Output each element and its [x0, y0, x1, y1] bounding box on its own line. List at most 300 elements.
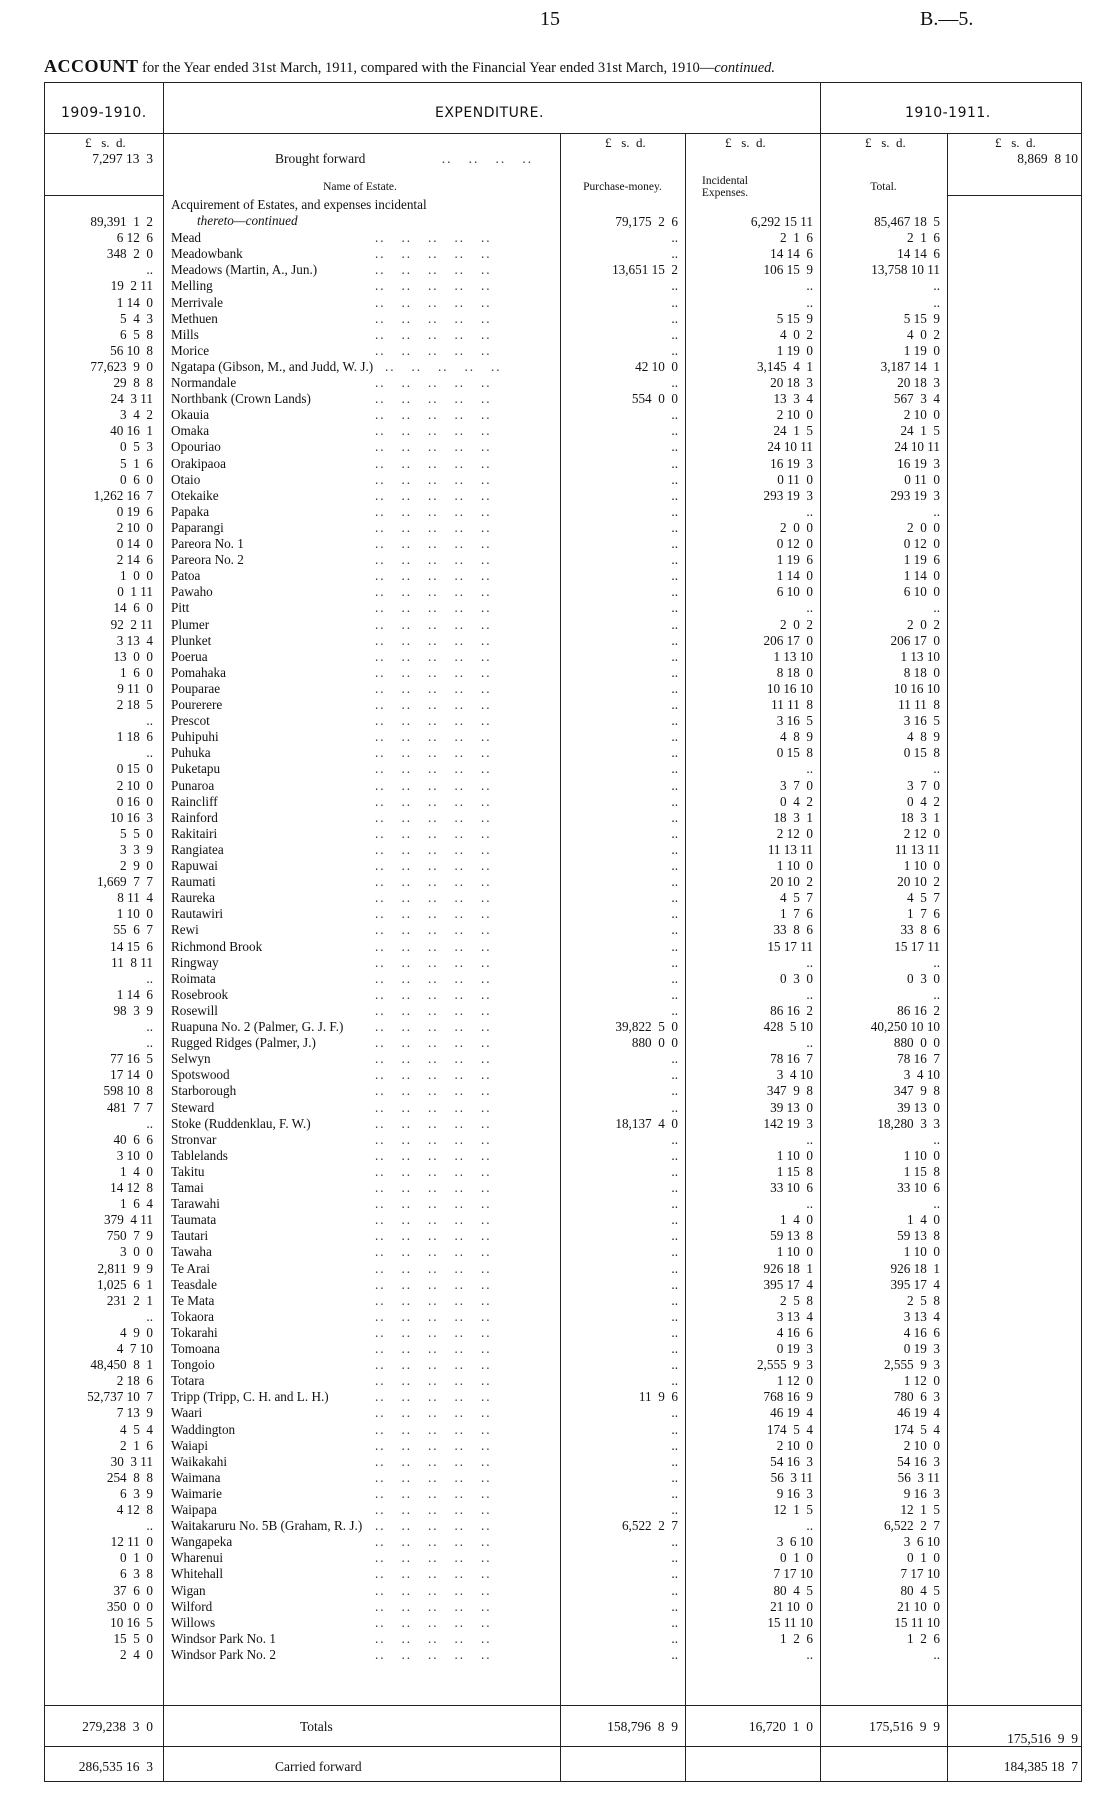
incidental-cell: 3 6 10	[776, 1534, 813, 1550]
estate-name-cell: Otekaike	[171, 487, 219, 503]
estate-name-cell: Stronvar	[171, 1131, 217, 1147]
prev-cell: 6 5 8	[120, 326, 153, 342]
incidental-cell: 4 0 2	[780, 326, 813, 342]
table-row	[45, 1148, 1081, 1164]
leader-dots: .. .. .. .. ..	[375, 745, 492, 761]
incidental-cell: 4 16 6	[776, 1324, 813, 1340]
purchase-money-cell: ..	[671, 1646, 678, 1662]
brought-forward-curr: 8,869 8 10	[1017, 151, 1078, 166]
prev-cell: 4 7 10	[116, 1341, 153, 1356]
total-cell: 40,250 10 10	[870, 1019, 940, 1034]
estate-name-cell: Orakipaoa	[171, 455, 226, 471]
incidental-cell: 1 19 0	[776, 342, 813, 358]
total-cell: 11 11 8	[898, 697, 940, 712]
purchase-money-cell: ..	[671, 1260, 678, 1276]
estate-name-cell: Melling	[171, 278, 213, 294]
prev-cell: 231 2 1	[106, 1292, 153, 1308]
estate-name-cell: Tawaha	[171, 1244, 212, 1260]
incidental-cell: ..	[806, 278, 813, 294]
leader-dots: .. .. .. .. ..	[375, 407, 492, 423]
purchase-money-cell: ..	[671, 471, 678, 487]
leader-dots: .. .. .. .. ..	[375, 664, 492, 680]
leader-dots: .. .. .. .. ..	[375, 1131, 492, 1147]
prev-cell: 598 10 8	[103, 1083, 153, 1099]
leader-dots: .. .. .. .. ..	[375, 1051, 492, 1067]
rule	[947, 195, 1081, 196]
estate-name-cell: Puhipuhi	[171, 729, 219, 745]
table-row	[45, 745, 1081, 761]
leader-dots: .. .. .. .. ..	[375, 858, 492, 873]
total-cell: 926 18 1	[890, 1260, 940, 1276]
estate-name-cell: Tokarahi	[171, 1324, 218, 1340]
prev-cell: 379 4 11	[104, 1212, 153, 1228]
incidental-cell: 33 10 6	[770, 1180, 813, 1195]
table-row	[45, 1228, 1081, 1244]
table-row	[45, 520, 1081, 536]
leader-dots: .. .. .. .. ..	[375, 310, 492, 326]
table-row	[45, 584, 1081, 600]
prev-cell: 0 14 0	[116, 536, 153, 551]
total-cell: 9 16 3	[903, 1485, 940, 1501]
table-row	[45, 488, 1081, 504]
totals-curr: 175,516 9 9	[1007, 1731, 1078, 1746]
incidental-cell: 5 15 9	[776, 310, 813, 326]
total-cell: 15 11 10	[894, 1614, 940, 1630]
leader-dots: .. .. .. .. ..	[375, 793, 492, 809]
table-row	[45, 971, 1081, 987]
estate-name-cell: Rakitairi	[171, 825, 218, 841]
purchase-money-cell: ..	[671, 278, 678, 294]
total-cell: 3 4 10	[903, 1067, 940, 1083]
incidental-cell: 33 8 6	[773, 922, 813, 938]
leader-dots: .. .. .. .. ..	[375, 1421, 492, 1437]
purchase-money-cell: ..	[671, 326, 678, 342]
estate-name-cell: Ruapuna No. 2 (Palmer, G. J. F.)	[171, 1019, 344, 1034]
table-row	[45, 472, 1081, 488]
total-cell: 1 19 0	[903, 342, 940, 358]
estate-name-cell: Wangapeka	[171, 1534, 233, 1550]
purchase-money-cell: ..	[671, 1180, 678, 1195]
leader-dots: .. .. .. .. ..	[375, 1341, 492, 1356]
table-row	[45, 343, 1081, 359]
purchase-money-cell: ..	[671, 310, 678, 326]
totals-total: 175,516 9 9	[869, 1719, 940, 1734]
total-cell: ..	[933, 294, 940, 310]
leader-dots: .. .. .. .. ..	[375, 1115, 492, 1131]
leader-dots: .. .. .. .. ..	[375, 1534, 492, 1550]
estate-name-cell: Meadows (Martin, A., Jun.)	[171, 262, 318, 278]
total-cell: 59 13 8	[897, 1228, 940, 1244]
rule	[45, 1746, 1081, 1747]
estate-name-cell: Prescot	[171, 713, 210, 729]
leader-dots: .. .. .. .. ..	[375, 1485, 492, 1501]
prev-cell: ..	[146, 713, 153, 729]
prev-cell: 1,262 16 7	[93, 487, 153, 503]
total-cell: 16 19 3	[897, 455, 940, 471]
total-cell: 6 10 0	[903, 584, 940, 600]
estate-name-cell: Punaroa	[171, 777, 215, 793]
prev-cell: 2 10 0	[116, 777, 153, 793]
estate-name-cell: Tripp (Tripp, C. H. and L. H.)	[171, 1389, 329, 1405]
total-cell: 395 17 4	[890, 1276, 940, 1292]
table-row	[45, 1534, 1081, 1550]
incidental-cell: ..	[806, 986, 813, 1002]
table-row	[45, 890, 1081, 906]
estate-name-cell: Ngatapa (Gibson, M., and Judd, W. J.)	[171, 358, 374, 374]
estate-name-cell: Northbank (Crown Lands)	[171, 391, 311, 407]
purchase-money-cell: ..	[671, 455, 678, 471]
leader-dots: .. .. .. .. ..	[375, 1180, 492, 1195]
table-row	[45, 713, 1081, 729]
incidental-cell: 1 10 0	[776, 1147, 813, 1163]
leader-dots: .. .. .. .. ..	[375, 246, 492, 262]
leader-dots: .. .. .. .. ..	[375, 1244, 492, 1260]
leader-dots: .. .. .. .. ..	[375, 439, 492, 455]
table-row	[45, 262, 1081, 278]
estate-name-cell: Methuen	[171, 310, 218, 326]
table-row	[45, 826, 1081, 842]
total-cell: 880 0 0	[893, 1035, 940, 1051]
incidental-cell: 13 3 4	[773, 391, 813, 407]
total-cell: 85,467 18 5	[874, 214, 940, 229]
total-cell: 2 12 0	[903, 825, 940, 841]
incidental-cell: 4 8 9	[780, 729, 813, 745]
prev-cell: 56 10 8	[110, 342, 153, 358]
incidental-cell: 10 16 10	[766, 680, 813, 696]
table-row	[45, 665, 1081, 681]
table-row	[45, 1325, 1081, 1341]
leader-dots: .. .. .. .. ..	[375, 294, 492, 310]
prev-cell: 1 6 4	[120, 1196, 153, 1212]
incidental-cell: 1 14 0	[776, 568, 813, 584]
purchase-money-cell: ..	[671, 246, 678, 262]
leader-dots: .. .. .. ..	[345, 151, 534, 166]
purchase-money-cell: ..	[671, 1405, 678, 1421]
estate-name-cell: Tautari	[171, 1228, 209, 1244]
total-cell: 780 6 3	[893, 1389, 940, 1405]
total-cell: 3 7 0	[907, 777, 940, 793]
prev-cell: 0 1 11	[117, 584, 153, 600]
incidental-cell: 3 7 0	[780, 777, 813, 793]
leader-dots: .. .. .. .. ..	[375, 326, 492, 342]
estate-name-cell: Windsor Park No. 2	[171, 1646, 276, 1662]
leader-dots: .. .. .. .. ..	[375, 1405, 492, 1421]
purchase-money-cell: ..	[671, 1099, 678, 1115]
total-cell: ..	[933, 503, 940, 519]
purchase-money-cell: ..	[671, 1196, 678, 1212]
prev-cell: 1 14 0	[116, 294, 153, 310]
prev-cell: 92 2 11	[110, 616, 153, 632]
table-row	[45, 1244, 1081, 1260]
estate-name-cell: Tarawahi	[171, 1196, 220, 1212]
incidental-cell: ..	[806, 294, 813, 310]
prev-cell: 13 0 0	[113, 648, 153, 664]
totals-label: Totals	[300, 1719, 333, 1734]
prev-cell: 48,450 8 1	[90, 1357, 153, 1373]
table-row	[45, 874, 1081, 890]
table-row	[45, 1486, 1081, 1502]
purchase-money-cell: ..	[671, 922, 678, 938]
leader-dots: .. .. .. .. ..	[385, 358, 502, 374]
total-cell: 4 16 6	[903, 1324, 940, 1340]
estate-name-cell: Morice	[171, 342, 210, 358]
leader-dots: .. .. .. .. ..	[375, 1324, 492, 1340]
leader-dots: .. .. .. .. ..	[375, 1518, 492, 1534]
table-row	[45, 1599, 1081, 1615]
incidental-cell: ..	[806, 1196, 813, 1212]
table-row	[45, 1212, 1081, 1228]
prev-cell: 37 6 0	[113, 1582, 153, 1598]
table-row	[45, 456, 1081, 472]
table-row	[45, 423, 1081, 439]
leader-dots: .. .. .. .. ..	[375, 1099, 492, 1115]
leader-dots: .. .. .. .. ..	[375, 230, 492, 246]
incidental-cell: 12 1 5	[773, 1502, 813, 1517]
estate-name-cell: Puhuka	[171, 745, 211, 761]
purchase-money-cell: ..	[671, 874, 678, 890]
leader-dots: .. .. .. .. ..	[375, 1550, 492, 1566]
total-cell: 15 17 11	[894, 938, 940, 954]
table-row	[45, 955, 1081, 971]
table-row	[45, 1454, 1081, 1470]
total-cell: 24 10 11	[894, 439, 940, 455]
purchase-money-cell: ..	[671, 552, 678, 568]
leader-dots: .. .. .. .. ..	[375, 1582, 492, 1598]
table-row	[45, 1051, 1081, 1067]
table-row	[45, 295, 1081, 311]
total-cell: 46 19 4	[897, 1405, 940, 1421]
prev-cell: 2 18 5	[116, 697, 153, 712]
table-row	[45, 246, 1081, 262]
leader-dots: .. .. .. .. ..	[375, 616, 492, 632]
table-row	[45, 407, 1081, 423]
prev-cell: 98 3 9	[113, 1002, 153, 1018]
prev-cell: 1 4 0	[120, 1163, 153, 1179]
incidental-cell: 15 11 10	[767, 1614, 813, 1630]
purchase-money-cell: 13,651 15 2	[612, 262, 678, 278]
leader-dots: .. .. .. .. ..	[375, 375, 492, 390]
leader-dots: .. .. .. .. ..	[375, 1035, 492, 1051]
purchase-money-cell: 6,522 2 7	[621, 1518, 678, 1534]
total-cell: ..	[933, 1646, 940, 1662]
prev-cell: 254 8 8	[106, 1469, 153, 1485]
total-cell: 33 8 6	[900, 922, 940, 938]
purchase-money-cell: 880 0 0	[631, 1035, 678, 1051]
purchase-money-cell: ..	[671, 1276, 678, 1292]
incidental-cell: 0 12 0	[776, 536, 813, 551]
leader-dots: .. .. .. .. ..	[375, 584, 492, 600]
leader-dots: .. .. .. .. ..	[375, 455, 492, 471]
table-row	[45, 1277, 1081, 1293]
total-cell: 3 6 10	[903, 1534, 940, 1550]
leader-dots: .. .. .. .. ..	[375, 713, 492, 729]
estate-name-cell: Spotswood	[171, 1067, 230, 1083]
table-row	[45, 1180, 1081, 1196]
estate-name-cell: Waitakaruru No. 5B (Graham, R. J.)	[171, 1518, 363, 1534]
leader-dots: .. .. .. .. ..	[375, 1389, 492, 1405]
incidental-cell: 4 5 7	[780, 890, 813, 906]
estate-name-cell: Pomahaka	[171, 664, 226, 680]
prev-cell: 0 1 0	[120, 1550, 153, 1566]
total-cell: 1 13 10	[900, 648, 940, 664]
purchase-money-cell: ..	[671, 487, 678, 503]
leader-dots: .. .. .. .. ..	[375, 680, 492, 696]
estate-name-cell: Waikakahi	[171, 1453, 228, 1469]
leader-dots: .. .. .. .. ..	[375, 954, 492, 970]
prev-cell: 10 16 3	[110, 809, 153, 825]
incidental-cell: 15 17 11	[767, 938, 813, 954]
leader-dots: .. .. .. .. ..	[375, 1002, 492, 1018]
table-row	[45, 391, 1081, 407]
purchase-money-cell: ..	[671, 1067, 678, 1083]
prev-cell: 52,737 10 7	[87, 1389, 153, 1405]
leader-dots: .. .. .. .. ..	[375, 278, 492, 294]
estate-name-cell: Te Arai	[171, 1260, 210, 1276]
table-row	[45, 568, 1081, 584]
estate-name-cell: Te Mata	[171, 1292, 215, 1308]
prev-cell: 77 16 5	[110, 1051, 153, 1067]
purchase-money-cell: 79,175 2 6	[615, 214, 678, 229]
prev-cell: 3 3 9	[120, 841, 153, 857]
prev-cell: 0 15 0	[116, 761, 153, 777]
total-cell: 1 14 0	[903, 568, 940, 584]
expenditure-header: EXPENDITURE.	[435, 105, 544, 121]
account-heading-text: for the Year ended 31st March, 1911, compared with the Financial Year ended 31st March, 1910—	[138, 60, 715, 76]
total-cell: 1 2 6	[907, 1630, 940, 1646]
table-row	[45, 1116, 1081, 1132]
total-cell: 33 10 6	[897, 1180, 940, 1195]
prev-cell: 0 6 0	[120, 471, 153, 487]
estate-name-cell: Pareora No. 2	[171, 552, 244, 568]
table-row	[45, 1550, 1081, 1566]
purchase-money-cell: ..	[671, 423, 678, 439]
purchase-money-cell: ..	[671, 793, 678, 809]
table-row	[45, 906, 1081, 922]
table-row	[45, 1470, 1081, 1486]
table-row	[45, 214, 1081, 230]
purchase-money-cell: 11 9 6	[638, 1389, 678, 1405]
purchase-money-cell: ..	[671, 1341, 678, 1356]
estate-name-cell: Pawaho	[171, 584, 213, 600]
total-cell: 567 3 4	[893, 391, 940, 407]
incidental-cell: 11 11 8	[771, 697, 813, 712]
estate-name-cell: Opouriao	[171, 439, 221, 455]
prev-cell: 0 19 6	[116, 503, 153, 519]
leader-dots: .. .. .. .. ..	[375, 874, 492, 890]
estate-name-cell: Selwyn	[171, 1051, 211, 1067]
prev-cell: 5 5 0	[120, 825, 153, 841]
incidental-cell: 0 1 0	[780, 1550, 813, 1566]
estate-name-cell: Roimata	[171, 970, 216, 986]
prev-cell: 17 14 0	[110, 1067, 153, 1083]
leader-dots: .. .. .. .. ..	[375, 761, 492, 777]
prev-cell: 11 8 11	[111, 954, 153, 970]
incidental-cell: 1 2 6	[780, 1630, 813, 1646]
totals-rule	[45, 1705, 1081, 1706]
table-row	[45, 439, 1081, 455]
estate-name-cell: Pareora No. 1	[171, 536, 244, 551]
purchase-money-cell: ..	[671, 1324, 678, 1340]
estate-name-cell: Rautawiri	[171, 906, 224, 922]
incidental-cell: 174 5 4	[766, 1421, 813, 1437]
estate-name-cell: Plumer	[171, 616, 210, 632]
prev-cell: 55 6 7	[113, 922, 153, 938]
purchase-money-cell: ..	[671, 342, 678, 358]
prev-cell: ..	[146, 262, 153, 278]
prev-cell: 2 9 0	[120, 858, 153, 873]
purchase-money-cell: ..	[671, 1534, 678, 1550]
incidental-cell: 3 4 10	[776, 1067, 813, 1083]
estate-name-cell: Meadowbank	[171, 246, 243, 262]
table-row	[45, 1566, 1081, 1582]
total-cell: 11 13 11	[894, 841, 940, 857]
table-row	[45, 1405, 1081, 1421]
purchase-money-cell: ..	[671, 1437, 678, 1453]
table-row	[45, 278, 1081, 294]
total-cell: 0 4 2	[907, 793, 940, 809]
incidental-cell: 7 17 10	[773, 1566, 813, 1582]
estate-name-cell: Windsor Park No. 1	[171, 1630, 276, 1646]
purchase-money-cell: ..	[671, 745, 678, 761]
prev-cell: ..	[146, 1035, 153, 1051]
total-cell: 14 14 6	[897, 246, 940, 262]
leader-dots: .. .. .. .. ..	[375, 1614, 492, 1630]
section-heading-line2: thereto—continued	[197, 213, 298, 228]
incidental-cell: 0 4 2	[780, 793, 813, 809]
estate-name-cell: Whitehall	[171, 1566, 223, 1582]
total-cell: ..	[933, 600, 940, 616]
total-cell: 0 12 0	[903, 536, 940, 551]
purchase-money-cell: 39,822 5 0	[615, 1019, 678, 1034]
total-cell: 2 0 2	[907, 616, 940, 632]
totals-incidental: 16,720 1 0	[748, 1719, 813, 1734]
total-cell: 4 8 9	[907, 729, 940, 745]
purchase-money-cell: ..	[671, 841, 678, 857]
prev-cell: 2 1 6	[120, 1437, 153, 1453]
total-cell: 1 10 0	[903, 858, 940, 873]
incidental-cell: 24 1 5	[773, 423, 813, 439]
total-cell: 4 5 7	[907, 890, 940, 906]
prev-cell: ..	[146, 1308, 153, 1324]
purchase-money-cell: ..	[671, 664, 678, 680]
estate-name-cell: Wharenui	[171, 1550, 223, 1566]
total-cell: 1 7 6	[907, 906, 940, 922]
estate-name-cell: Raumati	[171, 874, 216, 890]
table-row	[45, 1132, 1081, 1148]
prev-cell: 40 6 6	[113, 1131, 153, 1147]
incidental-cell: 6 10 0	[776, 584, 813, 600]
totals-prev: 279,238 3 0	[82, 1719, 153, 1734]
units-curr: £ s. d.	[995, 135, 1036, 150]
estate-name-cell: Takitu	[171, 1163, 205, 1179]
estate-name-cell: Taumata	[171, 1212, 217, 1228]
total-cell: 1 12 0	[903, 1373, 940, 1389]
table-row	[45, 1100, 1081, 1116]
table-row	[45, 1389, 1081, 1405]
total-cell: 6,522 2 7	[883, 1518, 940, 1534]
incidental-cell: 9 16 3	[776, 1485, 813, 1501]
table-row	[45, 1003, 1081, 1019]
total-cell: 3 16 5	[903, 713, 940, 729]
leader-dots: .. .. .. .. ..	[375, 777, 492, 793]
incidental-cell: ..	[806, 761, 813, 777]
prev-cell: 750 7 9	[106, 1228, 153, 1244]
purchase-money-cell: ..	[671, 375, 678, 390]
leader-dots: .. .. .. .. ..	[375, 342, 492, 358]
leader-dots: .. .. .. .. ..	[375, 1357, 492, 1373]
table-row	[45, 1438, 1081, 1454]
leader-dots: .. .. .. .. ..	[375, 1598, 492, 1614]
